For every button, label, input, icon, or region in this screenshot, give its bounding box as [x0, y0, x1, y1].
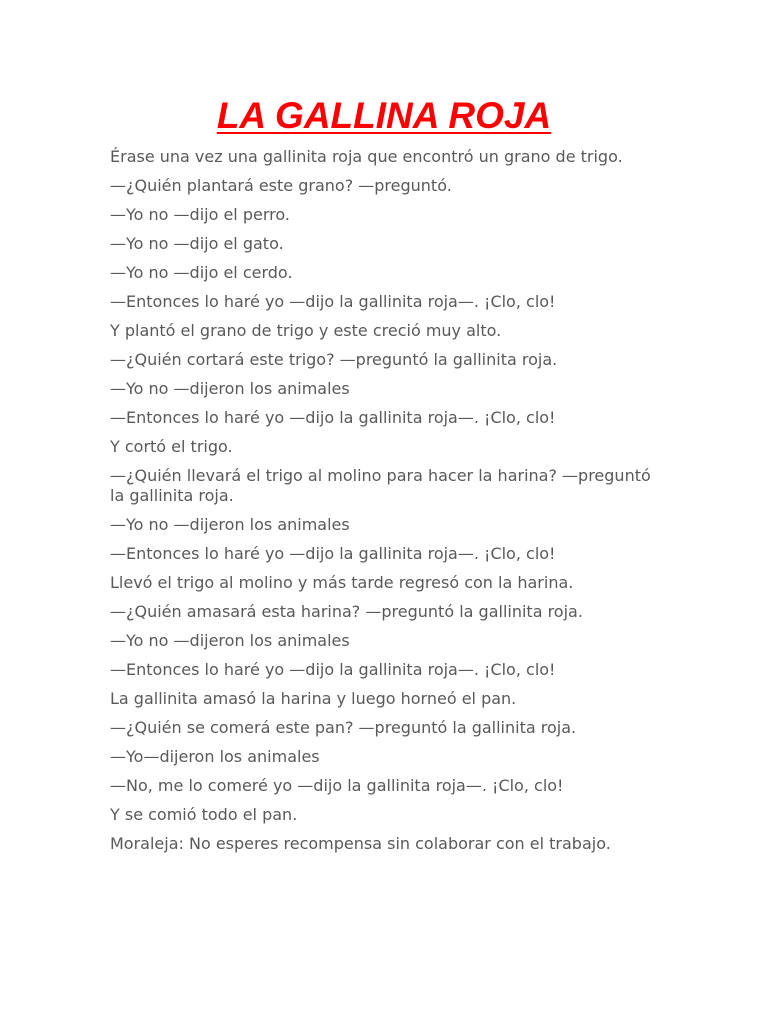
paragraph: —¿Quién llevará el trigo al molino para hacer la harina? —preguntó la gallinita roja.	[110, 466, 651, 505]
paragraph: —Yo no —dijeron los animales	[110, 379, 350, 398]
paragraph: —Yo no —dijo el perro.	[110, 205, 290, 224]
paragraph: Llevó el trigo al molino y más tarde regresó con la harina.	[110, 573, 574, 592]
paragraph: Érase una vez una gallinita roja que encontró un grano de trigo.	[110, 147, 623, 166]
paragraph: La gallinita amasó la harina y luego horneó el pan.	[110, 689, 517, 708]
paragraph: —¿Quién amasará esta harina? —preguntó la gallinita roja.	[110, 602, 583, 621]
story-body	[110, 147, 655, 863]
paragraph: —Entonces lo haré yo —dijo la gallinita roja—. ¡Clo, clo!	[110, 408, 556, 427]
paragraph: —Yo no —dijo el cerdo.	[110, 263, 293, 282]
paragraph: —Yo—dijeron los animales	[110, 747, 320, 766]
paragraph: —No, me lo comeré yo —dijo la gallinita roja—. ¡Clo, clo!	[110, 776, 564, 795]
paragraph: —Entonces lo haré yo —dijo la gallinita roja—. ¡Clo, clo!	[110, 292, 556, 311]
paragraph: —¿Quién plantará este grano? —preguntó.	[110, 176, 452, 195]
paragraph: Y plantó el grano de trigo y este creció muy alto.	[110, 321, 502, 340]
paragraph: —Yo no —dijo el gato.	[110, 234, 284, 253]
paragraph: —Entonces lo haré yo —dijo la gallinita roja—. ¡Clo, clo!	[110, 660, 556, 679]
paragraph: —¿Quién se comerá este pan? —preguntó la gallinita roja.	[110, 718, 577, 737]
paragraph: —Yo no —dijeron los animales	[110, 631, 350, 650]
paragraph: Moraleja: No esperes recompensa sin colaborar con el trabajo.	[110, 834, 611, 853]
paragraph: Y se comió todo el pan.	[110, 805, 298, 824]
paragraph: —Yo no —dijeron los animales	[110, 515, 350, 534]
paragraph: —¿Quién cortará este trigo? —preguntó la gallinita roja.	[110, 350, 558, 369]
paragraph: —Entonces lo haré yo —dijo la gallinita roja—. ¡Clo, clo!	[110, 544, 556, 563]
document-title: LA GALLINA ROJA	[216, 95, 552, 136]
paragraph: Y cortó el trigo.	[110, 437, 233, 456]
